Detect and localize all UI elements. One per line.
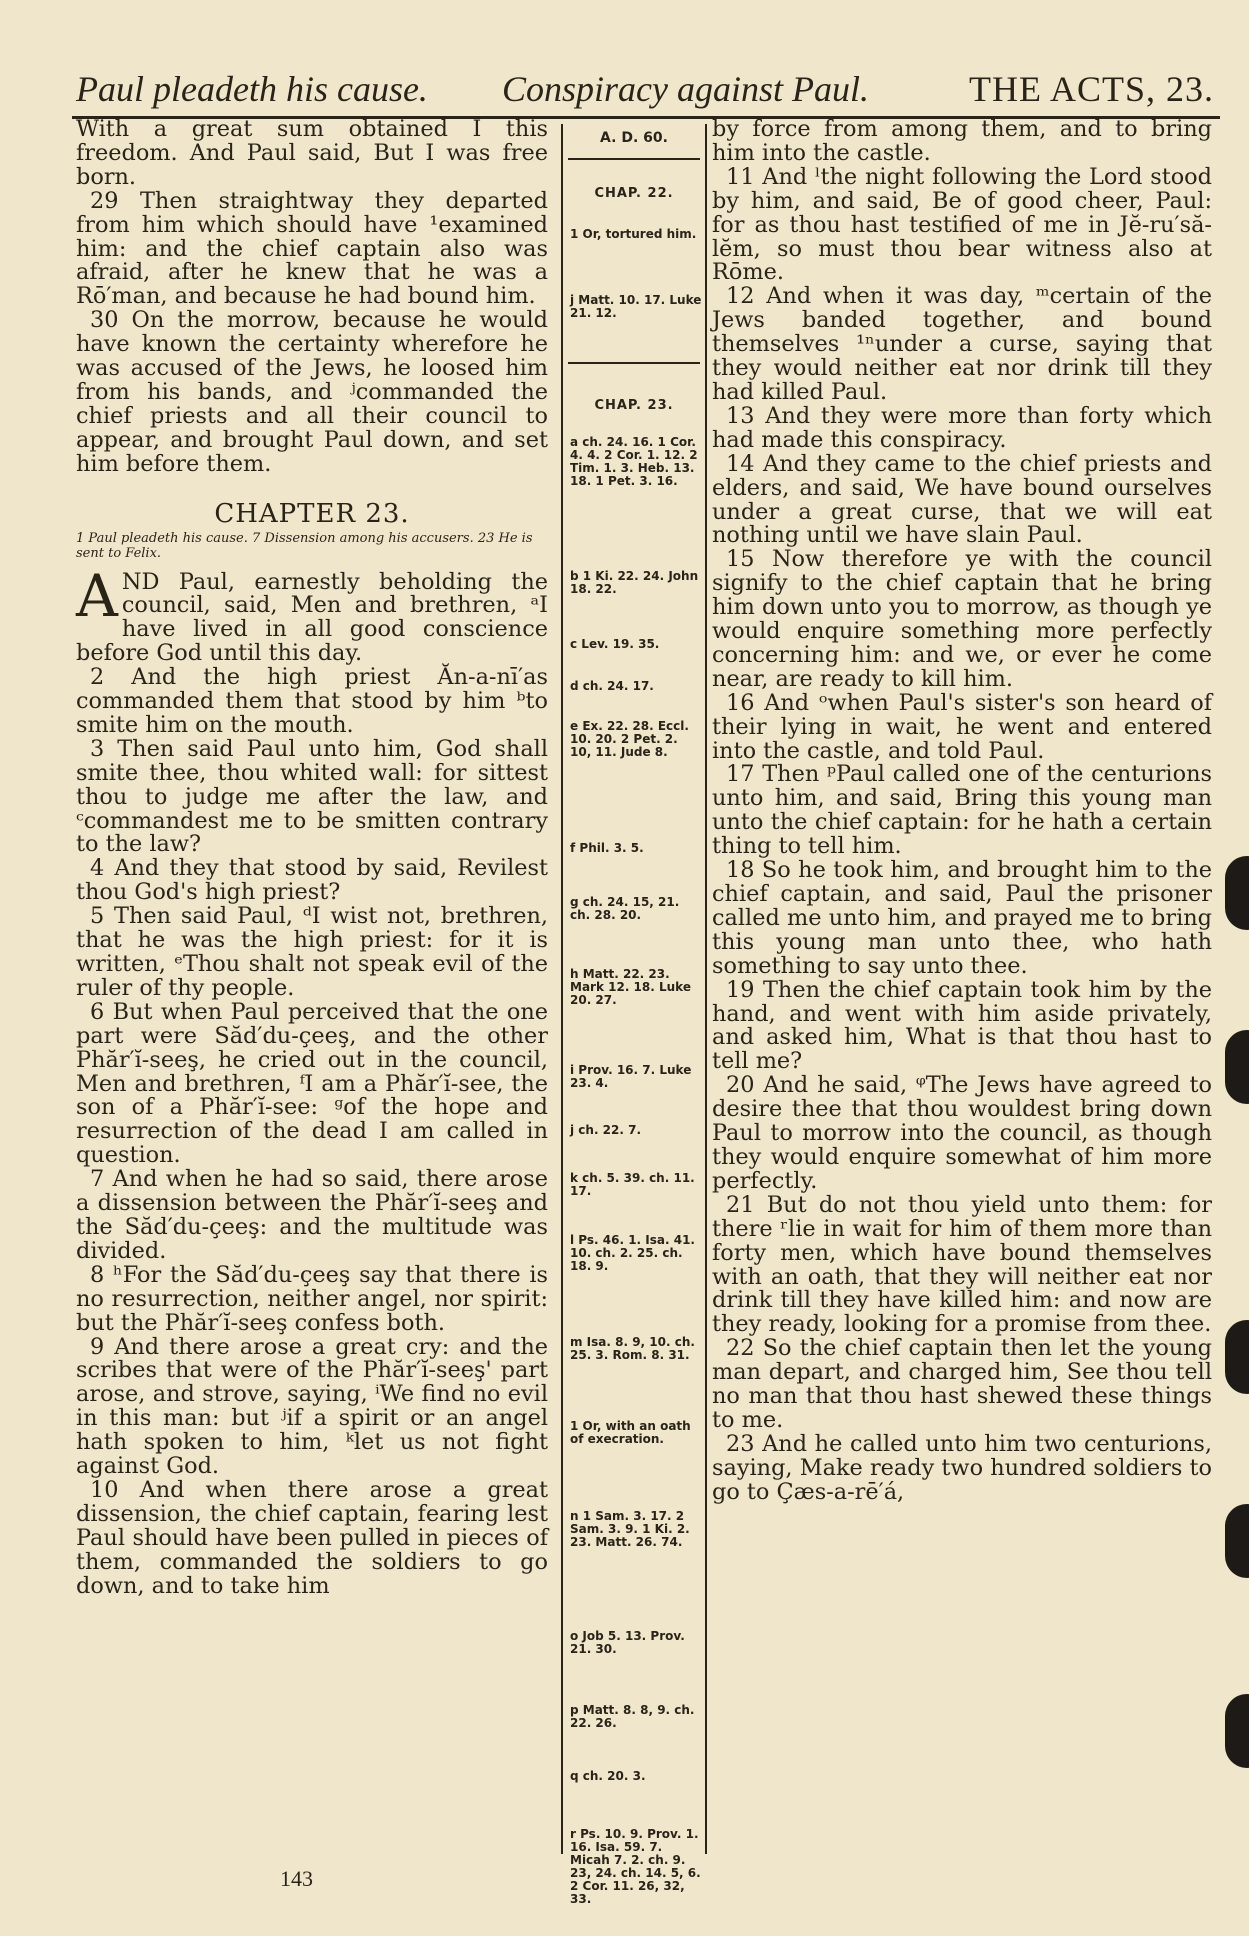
chapter-title: CHAPTER 23.	[214, 498, 410, 529]
verse-2: 2 And the high priest Ăn-a-nī′as commanded them that stood by him ᵇto smite him on the mouth.	[76, 664, 548, 738]
verse-20: 20 And he said, ᵠThe Jews have agreed to desire thee that thou wouldest bring down Paul to morrow into the council, as though they would enquire somewhat of him more perfectly.	[712, 1072, 1212, 1194]
thumb-index-tab[interactable]	[1225, 856, 1249, 930]
margin-chap-22: CHAP. 22.	[594, 186, 674, 201]
verse-17: 17 Then ᵖPaul called one of the centurions unto him, and said, Bring this young man unto the chief captain: for he hath a certain thing to tell him.	[712, 761, 1212, 860]
margin-ref: q ch. 20. 3.	[570, 1769, 646, 1783]
thumb-index-tab[interactable]	[1225, 1504, 1249, 1578]
margin-ref: i Prov. 16. 7. Luke 23. 4.	[570, 1063, 692, 1090]
verse-10-continuation: by force from among them, and to bring him into the castle.	[712, 116, 1212, 166]
margin-ref: l Ps. 46. 1. Isa. 41. 10. ch. 2. 25. ch. 18. 9.	[570, 1233, 695, 1273]
running-header	[72, 62, 1222, 116]
margin-ref: d ch. 24. 17.	[570, 679, 654, 693]
margin-ref: 1 Or, with an oath of execration.	[570, 1419, 691, 1446]
verse-7: 7 And when he had so said, there arose a dissension between the Phăr′ĭ-seeş and the Săd′du-çeeş: and the multitude was divided.	[76, 1166, 548, 1264]
margin-ref: f Phil. 3. 5.	[570, 841, 644, 855]
verse-22: 22 So the chief captain then let the young man depart, and charged him, See thou tell no man that thou hast shewed these things to me.	[712, 1335, 1212, 1433]
verse-18: 18 So he took him, and brought him to the chief captain, and said, Paul the prisoner called me unto him, and prayed me to bring this young man unto thee, who hath something to say unto thee.	[712, 857, 1212, 979]
margin-ref: j Matt. 10. 17. Luke 21. 12.	[570, 293, 702, 320]
header-left-title: Paul pleadeth his cause.	[76, 69, 428, 109]
verse-1	[76, 561, 548, 667]
page-number: 143	[280, 1866, 313, 1891]
margin-ref: j ch. 22. 7.	[570, 1123, 642, 1137]
verse-22-30: 30 On the morrow, because he would have known the certainty wherefore he was accused of the Jews, he loosed him from his bands, and ʲcommanded the chief priests and all their council to appear, and brought Paul down, and set him before them.	[76, 307, 548, 477]
chapter-summary: 1 Paul pleadeth his cause. 7 Dissension among his accusers. 23 He is sent to Felix.	[76, 530, 533, 561]
verse-14: 14 And they came to the chief priests and elders, and said, We have bound ourselves under a great curse, that we will eat nothing until we have slain Paul.	[712, 450, 1212, 549]
margin-ref: r Ps. 10. 9. Prov. 1. 16. Isa. 59. 7. Micah 7. 2. ch. 9. 23, 24. ch. 14. 5, 6. 2 Cor. 11. 26, 32, 33.	[570, 1827, 701, 1906]
margin-ref: k ch. 5. 39. ch. 11. 17.	[570, 1171, 695, 1198]
margin-rule-2	[568, 362, 700, 364]
verse-22-28-continuation: With a great sum obtained I this freedom. And Paul said, But I was free born.	[76, 116, 548, 190]
margin-references	[566, 118, 702, 1906]
drop-cap: A	[76, 561, 118, 630]
verse-16: 16 And ᵒwhen Paul's sister's son heard of their lying in wait, he went and entered into the castle, and told Paul.	[712, 689, 1212, 764]
margin-ref: a ch. 24. 16. 1 Cor. 4. 4. 2 Cor. 1. 12. 2 Tim. 1. 3. Heb. 13. 18. 1 Pet. 3. 16.	[570, 435, 698, 488]
margin-ref: n 1 Sam. 3. 17. 2 Sam. 3. 9. 1 Ki. 2. 23. Matt. 26. 74.	[570, 1509, 690, 1549]
verse-23: 23 And he called unto him two centurions, saying, Make ready two hundred soldiers to go to Çæs-a-rē′á,	[712, 1430, 1212, 1505]
thumb-index-tab[interactable]	[1225, 1694, 1249, 1768]
margin-ref: c Lev. 19. 35.	[570, 637, 660, 651]
margin-year: A. D. 60.	[600, 130, 668, 146]
margin-ref: 1 Or, tortured him.	[570, 227, 697, 241]
verse-9: 9 And there arose a great cry: and the scribes that were of the Phăr′ĭ-seeş' part arose, and strove, saying, ⁱWe find no evil in this man: but ʲif a spirit or an angel hath spoken to him, ᵏlet us not fight against God.	[76, 1333, 548, 1480]
verse-21: 21 But do not thou yield unto them: for there ʳlie in wait for him of them more than forty men, which have bound themselves with an oath, that they will neither eat nor drink till they have killed him: and now are they ready, looking for a promise from thee.	[712, 1191, 1212, 1338]
margin-chap-23: CHAP. 23.	[594, 398, 674, 413]
verse-4: 4 And they that stood by said, Revilest thou God's high priest?	[76, 855, 548, 906]
verse-6: 6 But when Paul perceived that the one part were Săd′du-çeeş, and the other Phăr′ĭ-seeş, he cried out in the council, Men and brethren, ᶠI am a Phăr′ĭ-see, the son of a Phăr′ĭ-see: ᵍof the hope and resurrection of the dead I am called in question.	[76, 998, 548, 1169]
verse-5: 5 Then said Paul, ᵈI wist not, brethren, that he was the high priest: for it is written, ᵉThou shalt not speak evil of the ruler of thy people.	[76, 903, 548, 1001]
verse-15: 15 Now therefore ye with the council signify to the chief captain that he bring him down unto you to morrow, as though ye would enquire something more perfectly concerning him: and we, or ever he come near, are ready to kill him.	[712, 546, 1212, 692]
column-divider-right	[705, 124, 707, 1854]
margin-ref: g ch. 24. 15, 21. ch. 28. 20.	[570, 895, 680, 922]
margin-ref: e Ex. 22. 28. Eccl. 10. 20. 2 Pet. 2. 10, 11. Jude 8.	[570, 719, 689, 759]
verse-1-text: ND Paul, earnestly beholding the council, said, Men and brethren, ᵃI have lived in all good conscience before God until this day.	[76, 568, 548, 667]
verse-8: 8 ʰFor the Săd′du-çeeş say that there is no resurrection, neither angel, nor spirit: but the Phăr′ĭ-seeş confess both.	[76, 1261, 548, 1336]
margin-ref: b 1 Ki. 22. 24. John 18. 22.	[570, 569, 699, 596]
header-book-chapter: THE ACTS, 23.	[968, 69, 1214, 109]
margin-rule	[568, 158, 700, 160]
header-middle-title: Conspiracy against Paul.	[502, 69, 869, 109]
thumb-index-tab[interactable]	[1225, 1030, 1249, 1104]
verse-3: 3 Then said Paul unto him, God shall smite thee, thou whited wall: for sittest thou to judge me after the law, and ᶜcommandest me to be smitten contrary to the law?	[76, 735, 548, 858]
verse-12: 12 And when it was day, ᵐcertain of the Jews banded together, and bound themselves ¹ⁿunder a curse, saying that they would neither eat nor drink till they had killed Paul.	[712, 283, 1212, 405]
margin-ref: p Matt. 8. 8, 9. ch. 22. 26.	[570, 1703, 695, 1730]
verse-22-29: 29 Then straightway they departed from him which should have ¹examined him: and the chief captain also was afraid, after he knew that he was a Rō′man, and because he had bound him.	[76, 187, 548, 310]
verse-11: 11 And ˡthe night following the Lord stood by him, and said, Be of good cheer, Paul: for as thou hast testified of me in Jĕ-ru′să-lĕm, so must thou bear witness also at Rōme.	[712, 163, 1212, 286]
right-text-column	[712, 118, 1212, 1505]
verse-19: 19 Then the chief captain took him by the hand, and went with him aside privately, and asked him, What is that thou hast to tell me?	[712, 976, 1212, 1075]
margin-ref: h Matt. 22. 23. Mark 12. 18. Luke 20. 27.	[570, 967, 691, 1007]
margin-ref: m Isa. 8. 9, 10. ch. 25. 3. Rom. 8. 31.	[570, 1335, 695, 1362]
thumb-index-tab[interactable]	[1225, 1320, 1249, 1394]
margin-ref: o Job 5. 13. Prov. 21. 30.	[570, 1629, 685, 1656]
verse-10: 10 And when there arose a great dissension, the chief captain, fearing lest Paul should have been pulled in pieces of them, commanded the soldiers to go down, and to take him	[76, 1476, 548, 1599]
verse-13: 13 And they were more than forty which had made this conspiracy.	[712, 402, 1212, 453]
column-divider-left	[561, 124, 563, 1854]
left-text-column	[76, 118, 548, 1598]
